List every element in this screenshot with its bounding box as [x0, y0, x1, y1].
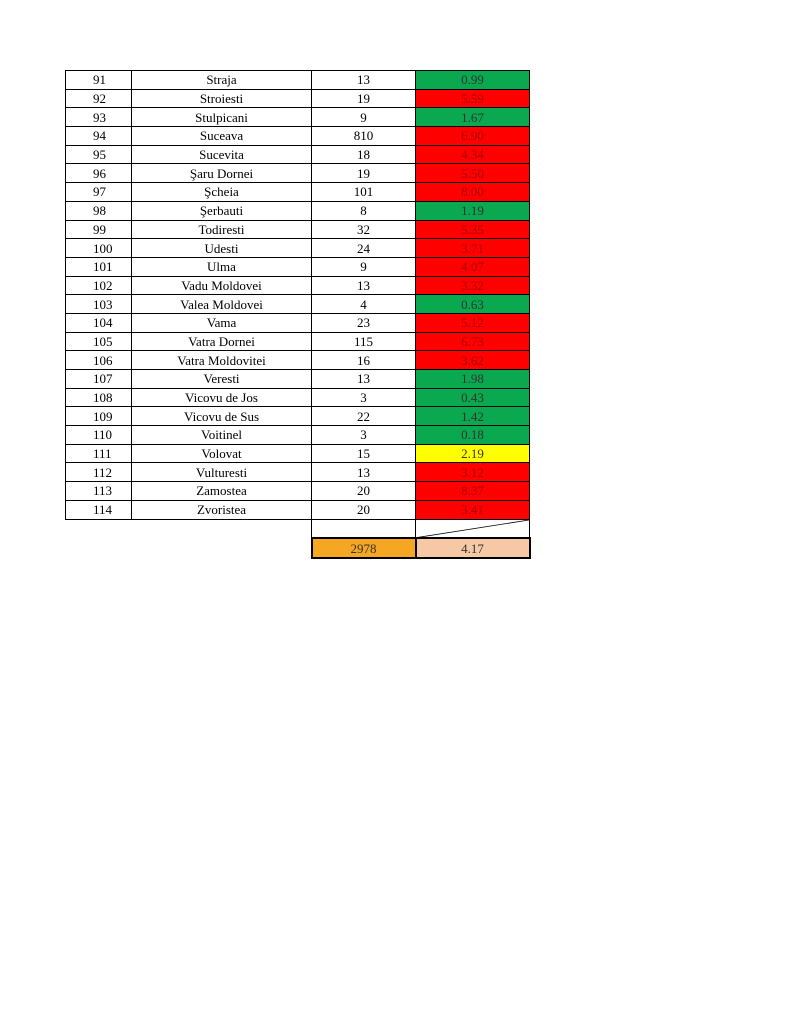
row-number: 102	[66, 276, 132, 295]
locality-name: Straja	[132, 71, 312, 90]
table-row	[66, 313, 530, 332]
count-value: 18	[312, 145, 416, 164]
row-number: 109	[66, 407, 132, 426]
row-number: 107	[66, 370, 132, 389]
row-number: 98	[66, 201, 132, 220]
count-value: 13	[312, 370, 416, 389]
table-row	[66, 463, 530, 482]
count-value: 19	[312, 89, 416, 108]
locality-name: Vicovu de Jos	[132, 388, 312, 407]
locality-name: Stroiesti	[132, 89, 312, 108]
row-number: 94	[66, 127, 132, 146]
locality-name: Vatra Moldovitei	[132, 351, 312, 370]
row-number: 105	[66, 332, 132, 351]
count-value: 24	[312, 239, 416, 258]
count-value: 32	[312, 220, 416, 239]
count-value: 9	[312, 108, 416, 127]
total-count-cell: 2978	[312, 538, 416, 558]
count-value: 16	[312, 351, 416, 370]
rate-value: 5.50	[416, 164, 530, 183]
locality-name: Vulturesti	[132, 463, 312, 482]
locality-name: Vadu Moldovei	[132, 276, 312, 295]
table-row	[66, 127, 530, 146]
table-row	[66, 332, 530, 351]
rate-value: 5.59	[416, 89, 530, 108]
table-row	[66, 370, 530, 389]
total-rate-cell: 4.17	[416, 538, 530, 558]
table-row	[66, 388, 530, 407]
rate-value: 3.41	[416, 500, 530, 519]
table-row	[66, 108, 530, 127]
diagonal-line	[416, 520, 529, 538]
rate-value: 0.43	[416, 388, 530, 407]
rate-value: 1.98	[416, 370, 530, 389]
locality-name: Stulpicani	[132, 108, 312, 127]
empty-count-cell	[312, 519, 416, 538]
locality-name: Todiresti	[132, 220, 312, 239]
table-row	[66, 295, 530, 314]
row-number: 106	[66, 351, 132, 370]
rate-value: 6.90	[416, 127, 530, 146]
row-number: 97	[66, 183, 132, 202]
table-body	[66, 71, 530, 520]
row-number: 92	[66, 89, 132, 108]
row-number: 108	[66, 388, 132, 407]
count-value: 9	[312, 257, 416, 276]
rate-value: 0.18	[416, 426, 530, 445]
rate-value: 0.63	[416, 295, 530, 314]
rate-value: 1.19	[416, 201, 530, 220]
rate-value: 4.07	[416, 257, 530, 276]
rate-value: 2.19	[416, 444, 530, 463]
row-number: 95	[66, 145, 132, 164]
count-value: 13	[312, 463, 416, 482]
locality-name: Vicovu de Sus	[132, 407, 312, 426]
count-value: 101	[312, 183, 416, 202]
table-row	[66, 183, 530, 202]
row-number: 93	[66, 108, 132, 127]
rate-value: 4.34	[416, 145, 530, 164]
rate-value: 5.12	[416, 313, 530, 332]
rate-value: 3.32	[416, 276, 530, 295]
locality-name: Udesti	[132, 239, 312, 258]
diagonal-cell	[416, 519, 530, 538]
rate-value: 8.00	[416, 183, 530, 202]
table-row	[66, 351, 530, 370]
locality-name: Zamostea	[132, 482, 312, 501]
count-value: 20	[312, 482, 416, 501]
table-row	[66, 220, 530, 239]
locality-name: Veresti	[132, 370, 312, 389]
locality-name: Şaru Dornei	[132, 164, 312, 183]
rate-value: 3.71	[416, 239, 530, 258]
table-row	[66, 89, 530, 108]
rate-value: 1.67	[416, 108, 530, 127]
count-value: 20	[312, 500, 416, 519]
table-row	[66, 201, 530, 220]
table-row	[66, 500, 530, 519]
count-value: 810	[312, 127, 416, 146]
locality-name: Voitinel	[132, 426, 312, 445]
rate-value: 5.35	[416, 220, 530, 239]
data-table	[65, 70, 531, 559]
row-number: 91	[66, 71, 132, 90]
row-number: 100	[66, 239, 132, 258]
empty-cell	[132, 519, 312, 538]
locality-name: Şcheia	[132, 183, 312, 202]
locality-name: Vatra Dornei	[132, 332, 312, 351]
rate-value: 3.12	[416, 463, 530, 482]
empty-cell	[66, 538, 132, 558]
row-number: 104	[66, 313, 132, 332]
table-row	[66, 257, 530, 276]
row-number: 96	[66, 164, 132, 183]
rate-value: 8.37	[416, 482, 530, 501]
count-value: 19	[312, 164, 416, 183]
empty-cell	[132, 538, 312, 558]
row-number: 114	[66, 500, 132, 519]
locality-name: Volovat	[132, 444, 312, 463]
rate-value: 0.99	[416, 71, 530, 90]
locality-name: Ulma	[132, 257, 312, 276]
table-row	[66, 276, 530, 295]
count-value: 13	[312, 71, 416, 90]
rate-value: 1.42	[416, 407, 530, 426]
count-value: 115	[312, 332, 416, 351]
row-number: 112	[66, 463, 132, 482]
row-number: 99	[66, 220, 132, 239]
row-number: 101	[66, 257, 132, 276]
total-row	[66, 538, 530, 558]
locality-name: Suceava	[132, 127, 312, 146]
count-value: 3	[312, 388, 416, 407]
row-number: 111	[66, 444, 132, 463]
count-value: 3	[312, 426, 416, 445]
count-value: 22	[312, 407, 416, 426]
table-row	[66, 71, 530, 90]
locality-name: Sucevita	[132, 145, 312, 164]
table-row	[66, 145, 530, 164]
table-row	[66, 482, 530, 501]
table-row	[66, 164, 530, 183]
blank-row	[66, 519, 530, 538]
locality-name: Valea Moldovei	[132, 295, 312, 314]
rate-value: 6.73	[416, 332, 530, 351]
rate-value: 3.62	[416, 351, 530, 370]
count-value: 4	[312, 295, 416, 314]
count-value: 23	[312, 313, 416, 332]
locality-name: Zvoristea	[132, 500, 312, 519]
locality-name: Vama	[132, 313, 312, 332]
table-row	[66, 407, 530, 426]
count-value: 8	[312, 201, 416, 220]
empty-cell	[66, 519, 132, 538]
row-number: 103	[66, 295, 132, 314]
locality-name: Şerbauti	[132, 201, 312, 220]
count-value: 13	[312, 276, 416, 295]
table-row	[66, 239, 530, 258]
table-row	[66, 426, 530, 445]
row-number: 110	[66, 426, 132, 445]
row-number: 113	[66, 482, 132, 501]
table-row	[66, 444, 530, 463]
count-value: 15	[312, 444, 416, 463]
